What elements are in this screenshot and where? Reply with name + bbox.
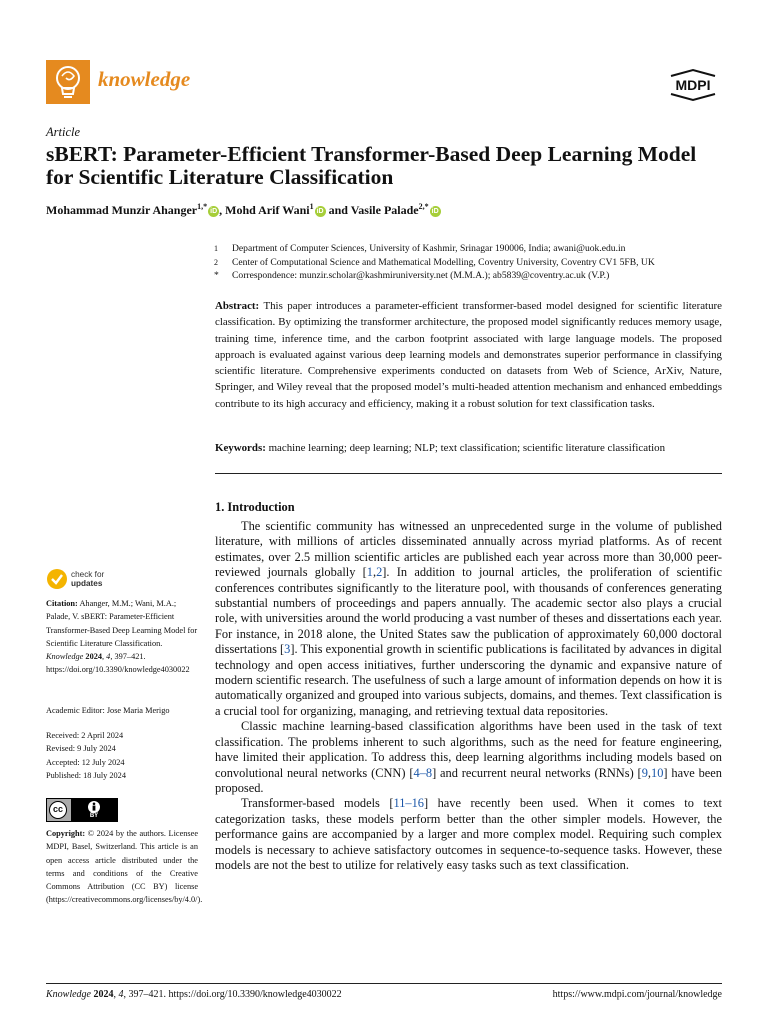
footer-volume: 4 bbox=[118, 989, 124, 1000]
affiliation-item bbox=[214, 269, 724, 283]
citation-text: Ahanger, M.M.; Wani, M.A.; Palade, V. sBERT: Parameter-Efficient Transformer-Based Deep Learning Model for Scientific Literature Classification. bbox=[46, 599, 198, 648]
orcid-icon[interactable]: iD bbox=[431, 208, 439, 215]
keywords-text: machine learning; deep learning; NLP; text classification; scientific literature classification bbox=[268, 442, 666, 454]
academic-editor: Academic Editor: Jose Maria Merigo bbox=[46, 706, 170, 715]
orcid-icon[interactable]: iD bbox=[316, 208, 324, 215]
cc-by-badge[interactable] bbox=[46, 798, 118, 822]
citation-journal: Knowledge bbox=[46, 652, 84, 662]
abstract-text: This paper introduces a parameter-efficient transformer-based model designed for scientific literature classification. By optimizing the transformer architecture, the proposed model significantly reduces memory usage, training time, inference time, and the carbon footprint associated with large language models. The proposed approach is evaluated against various deep learning models and demonstrates superior performance in classifying scientific literature. Comprehensive experiments conducted on datasets from Web of Science, ArXiv, Nature, Springer, and Wiley reveal that the proposed model’s multi-headed attention mechanism and enhanced embeddings contribute to its high accuracy and efficiency, making it a robust solution for text classification tasks. bbox=[215, 300, 722, 410]
affiliation-text: Center of Computational Science and Mathematical Modelling, Coventry University, Coventry CV1 5FB, UK bbox=[232, 256, 655, 268]
copyright-text: © 2024 by the authors. Licensee MDPI, Basel, Switzerland. This article is an open access article distributed under the terms and conditions of the Creative Commons Attribution (CC BY) license (https://creativecommons.org/licenses/by/4.0/). bbox=[46, 829, 203, 905]
affiliation-mark: 2 bbox=[214, 257, 218, 267]
article-type: Article bbox=[46, 125, 81, 139]
author-affil: 1 bbox=[309, 202, 314, 211]
section-heading: 1. Introduction bbox=[215, 500, 295, 514]
citation-link[interactable]: 3 bbox=[284, 642, 291, 657]
author-name: Mohammad Munzir Ahanger bbox=[46, 203, 198, 217]
citation-link[interactable]: 9 bbox=[641, 765, 648, 780]
affiliation-item bbox=[214, 256, 724, 270]
date-received: Received: 2 April 2024 bbox=[46, 731, 124, 740]
citation-link[interactable]: 10 bbox=[651, 765, 664, 780]
orcid-icon[interactable]: iD bbox=[210, 208, 218, 215]
citation-block: Citation: Ahanger, M.M.; Wani, M.A.; Palade, V. sBERT: Parameter-Efficient Transformer-Based Deep Learning Model for Scientific Literature Classification. Knowledge 2024, 4, 397–421. https://doi.org/10.3390/knowledge4030022 bbox=[46, 599, 198, 675]
footer-journal: Knowledge bbox=[46, 989, 91, 1000]
abstract-label: Abstract: bbox=[215, 300, 260, 312]
date-accepted: Accepted: 12 July 2024 bbox=[46, 757, 125, 767]
citation-link[interactable]: 1 bbox=[366, 565, 373, 580]
paragraph: Classic machine learning-based classification algorithms have been used in the task of text classification. The problems inherent to such algorithms, such as the need for feature engineering, have limited their application. To address this, deep learning algorithms including models based on convolutional neural networks (CNN) [4–8] and recurrent neural networks (RNNs) [9,10] have been proposed. bbox=[215, 719, 723, 795]
cc-icon: cc bbox=[49, 801, 67, 819]
footer-year: 2024 bbox=[93, 989, 114, 1000]
affiliation-mark: 1 bbox=[214, 244, 218, 253]
keywords-label: Keywords: bbox=[215, 442, 266, 454]
knowledge-logo-icon bbox=[46, 60, 90, 104]
journal-logo bbox=[46, 60, 90, 104]
check-for-updates[interactable] bbox=[46, 568, 104, 590]
footer-rule bbox=[46, 983, 722, 984]
correspondence-text: Correspondence: munzir.scholar@kashmiruniversity.net (M.M.A.); ab5839@coventry.ac.uk (V.P.) bbox=[232, 270, 610, 282]
citation-link[interactable]: 4–8 bbox=[413, 765, 433, 780]
dates bbox=[46, 729, 126, 782]
attribution-icon bbox=[87, 800, 101, 814]
affiliation-mark: * bbox=[214, 270, 219, 282]
date-revised: Revised: 9 July 2024 bbox=[46, 744, 116, 754]
author-affil: 2,* bbox=[418, 202, 429, 211]
author-name: Vasile Palade bbox=[350, 203, 419, 217]
citation-link[interactable]: 11–16 bbox=[393, 796, 424, 811]
affiliation-item bbox=[214, 242, 724, 256]
citation-label: Citation: bbox=[46, 599, 78, 608]
check-updates-line2: updates bbox=[71, 579, 103, 588]
publisher-name: MDPI bbox=[675, 77, 711, 93]
author-name: Mohd Arif Wani bbox=[225, 203, 310, 217]
citation-volume: 4 bbox=[106, 652, 111, 662]
paragraph: The scientific community has witnessed an unprecedented surge in the volume of published literature, with millions of articles disseminated annually across myriad platforms. As of recent estimates, over 2.5 million scientific articles are published each year across more than 30,000 peer-reviewed journals globally [1,2]. In addition to journal articles, the proliferation of scientific conferences contributes significantly to the literature pool, with thousands of conferences generating substantial numbers of proceedings and papers annually. The academic sector also plays a crucial role, with universities around the world producing a vast number of theses and dissertations each year. For instance, in 2018 alone, the United States saw the publication of approximately 60,000 doctoral dissertations [3]. This exponential growth in scientific publications is facilitated by advances in digital technology and open access initiatives, further underscoring the dynamic and expansive nature of modern scientific research. The usefulness of such a large amount of information depends on how it is automatically organized and grouped into various subjects, domains, and themes. Text classification is a crucial tool for organizing, managing, and retrieving textual data repositories. bbox=[215, 519, 722, 718]
copyright-label: Copyright: bbox=[46, 829, 86, 838]
affiliations bbox=[214, 242, 724, 283]
abstract bbox=[215, 298, 722, 412]
divider bbox=[215, 473, 722, 474]
main-body bbox=[215, 519, 722, 873]
author-list bbox=[46, 202, 441, 218]
paragraph: Transformer-based models [11–16] have recently been used. When it comes to text categorization tasks, these models perform better than the other simpler models. However, the performance gains are accompanied by a larger and more complex model. Requiring such complex models is necessary to achieve satisfactory outcomes in sequence-to-sequence tasks. However, these models are not the best to utilize for relatively easy tasks such as text classification. bbox=[215, 796, 722, 872]
keywords bbox=[215, 440, 722, 456]
check-updates-line1: check for bbox=[71, 570, 105, 579]
by-label: BY bbox=[89, 813, 99, 819]
copyright-block bbox=[46, 827, 203, 907]
publisher-logo bbox=[665, 68, 721, 102]
author-separator: and bbox=[325, 203, 351, 217]
author-separator: , bbox=[219, 203, 226, 217]
affiliation-text: Department of Computer Sciences, University of Kashmir, Srinagar 190006, India; awani@uok.edu.in bbox=[232, 243, 626, 254]
journal-name: knowledge bbox=[98, 67, 191, 91]
citation-doi: 397–421. https://doi.org/10.3390/knowledge4030022 bbox=[46, 652, 190, 675]
check-updates-icon bbox=[46, 568, 68, 590]
date-published: Published: 18 July 2024 bbox=[46, 770, 126, 780]
footer-url[interactable]: https://www.mdpi.com/journal/knowledge bbox=[552, 989, 722, 1000]
citation-year: 2024 bbox=[85, 652, 103, 662]
footer-doi[interactable]: 397–421. https://doi.org/10.3390/knowledge4030022 bbox=[128, 989, 342, 1000]
author-affil: 1,* bbox=[197, 202, 208, 211]
citation-link[interactable]: 2 bbox=[376, 565, 383, 580]
footer-citation: Knowledge 2024, 4, 397–421. https://doi.org/10.3390/knowledge4030022 bbox=[46, 989, 342, 1000]
page-title: sBERT: Parameter-Efficient Transformer-Based Deep Learning Model for Scientific Literature Classification bbox=[46, 142, 697, 189]
